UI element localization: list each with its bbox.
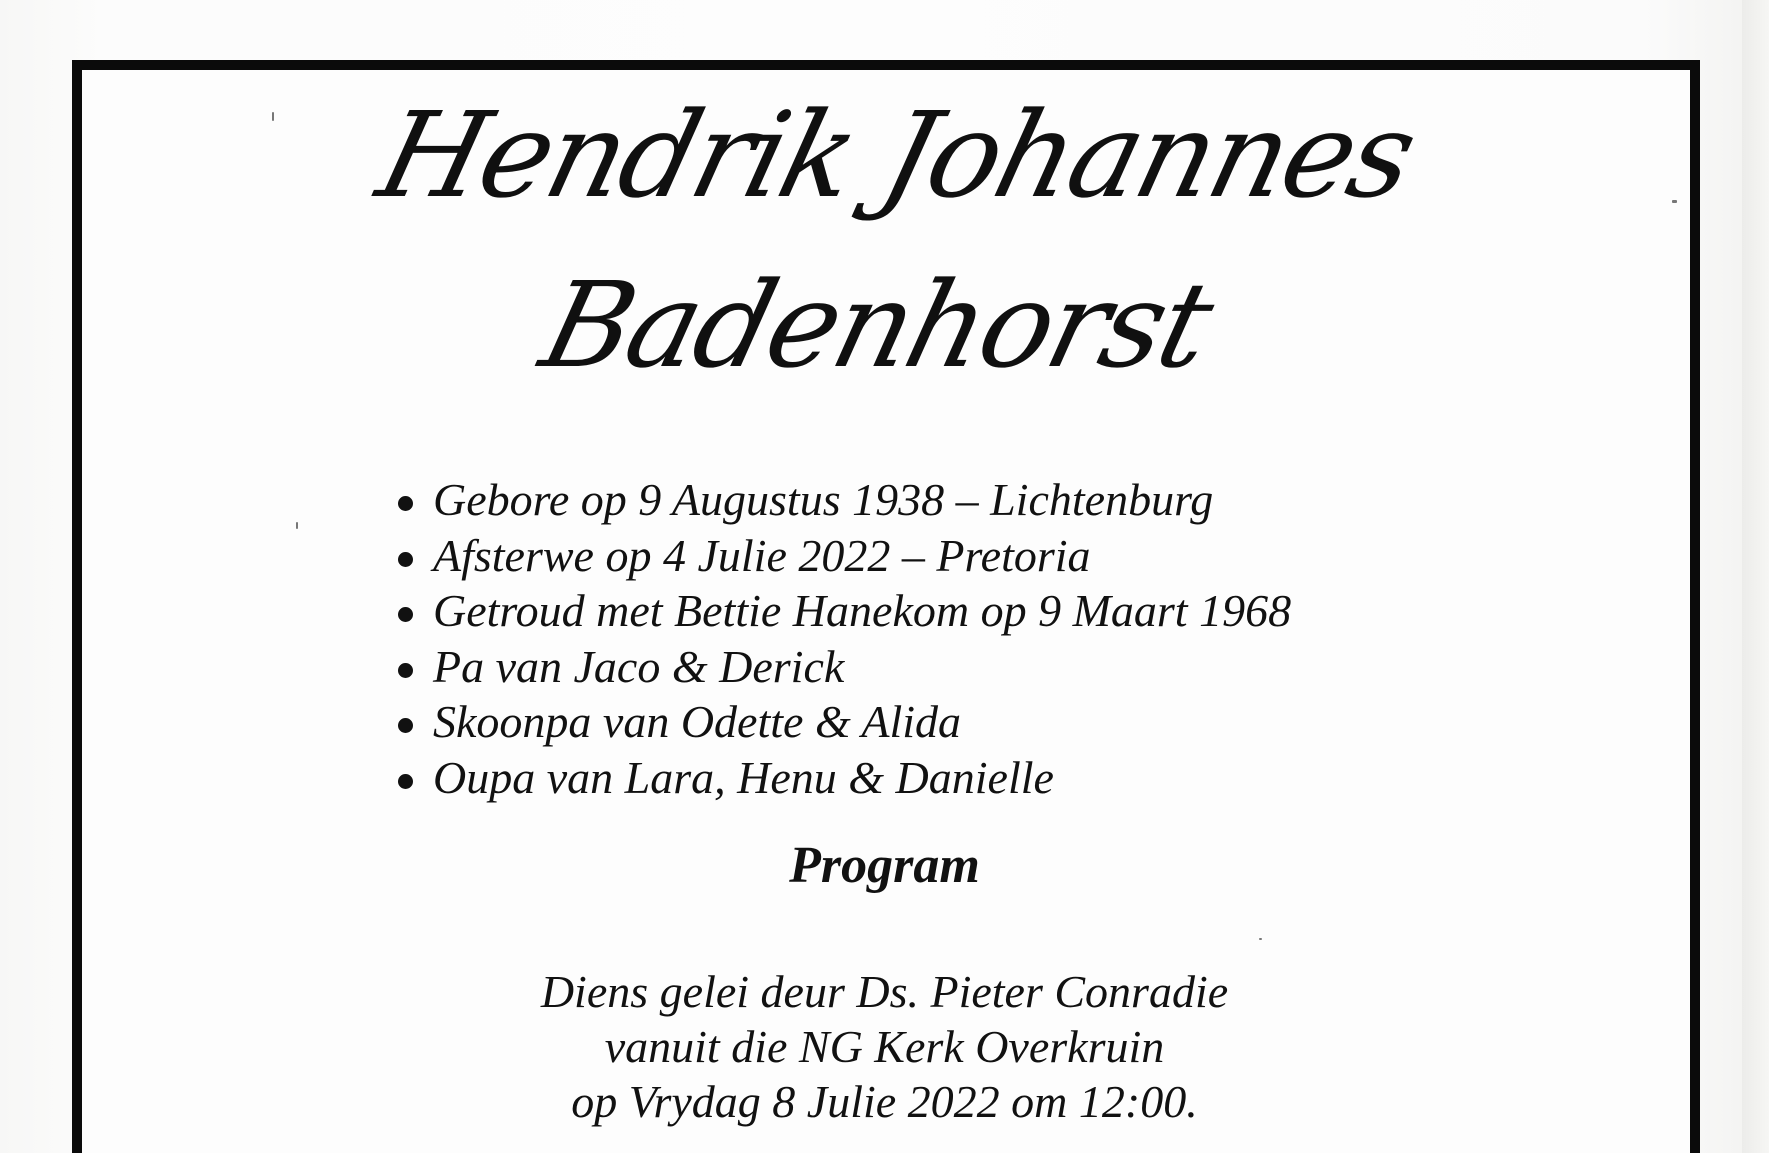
biographical-facts-list bbox=[398, 472, 1291, 805]
fact-text: Oupa van Lara, Henu & Danielle bbox=[433, 751, 1054, 803]
fact-text: Gebore op 9 Augustus 1938 – Lichtenburg bbox=[433, 474, 1214, 526]
program-heading: Program bbox=[789, 837, 980, 894]
fact-grandchildren bbox=[398, 750, 1291, 806]
fact-children-in-law bbox=[398, 694, 1291, 750]
service-line-officiant: Diens gelei deur Ds. Pieter Conradie bbox=[540, 966, 1229, 1017]
fact-text: Afsterwe op 4 Julie 2022 – Pretoria bbox=[433, 529, 1091, 581]
fact-death bbox=[398, 528, 1291, 584]
scan-speck bbox=[296, 522, 298, 529]
deceased-name-surname: Badenhorst bbox=[529, 256, 1224, 394]
fact-text: Skoonpa van Odette & Alida bbox=[433, 696, 962, 748]
scan-speck bbox=[1259, 938, 1262, 940]
service-line-date-time: op Vrydag 8 Julie 2022 om 12:00. bbox=[571, 1076, 1198, 1127]
fact-marriage bbox=[398, 583, 1291, 639]
scan-speck bbox=[1672, 200, 1677, 203]
scan-speck bbox=[272, 112, 274, 121]
fact-children bbox=[398, 639, 1291, 695]
bullet-icon bbox=[398, 718, 413, 733]
fact-text: Pa van Jaco & Derick bbox=[433, 640, 845, 692]
bullet-icon bbox=[398, 552, 413, 567]
bullet-icon bbox=[398, 774, 413, 789]
bullet-icon bbox=[398, 607, 413, 622]
deceased-name-first-line: Hendrik Johannes bbox=[366, 86, 1427, 224]
service-line-venue: vanuit die NG Kerk Overkruin bbox=[604, 1021, 1165, 1072]
bullet-icon bbox=[398, 663, 413, 678]
bullet-icon bbox=[398, 496, 413, 511]
fact-text: Getroud met Bettie Hanekom op 9 Maart 1968 bbox=[433, 585, 1292, 637]
fact-birth bbox=[398, 472, 1291, 528]
